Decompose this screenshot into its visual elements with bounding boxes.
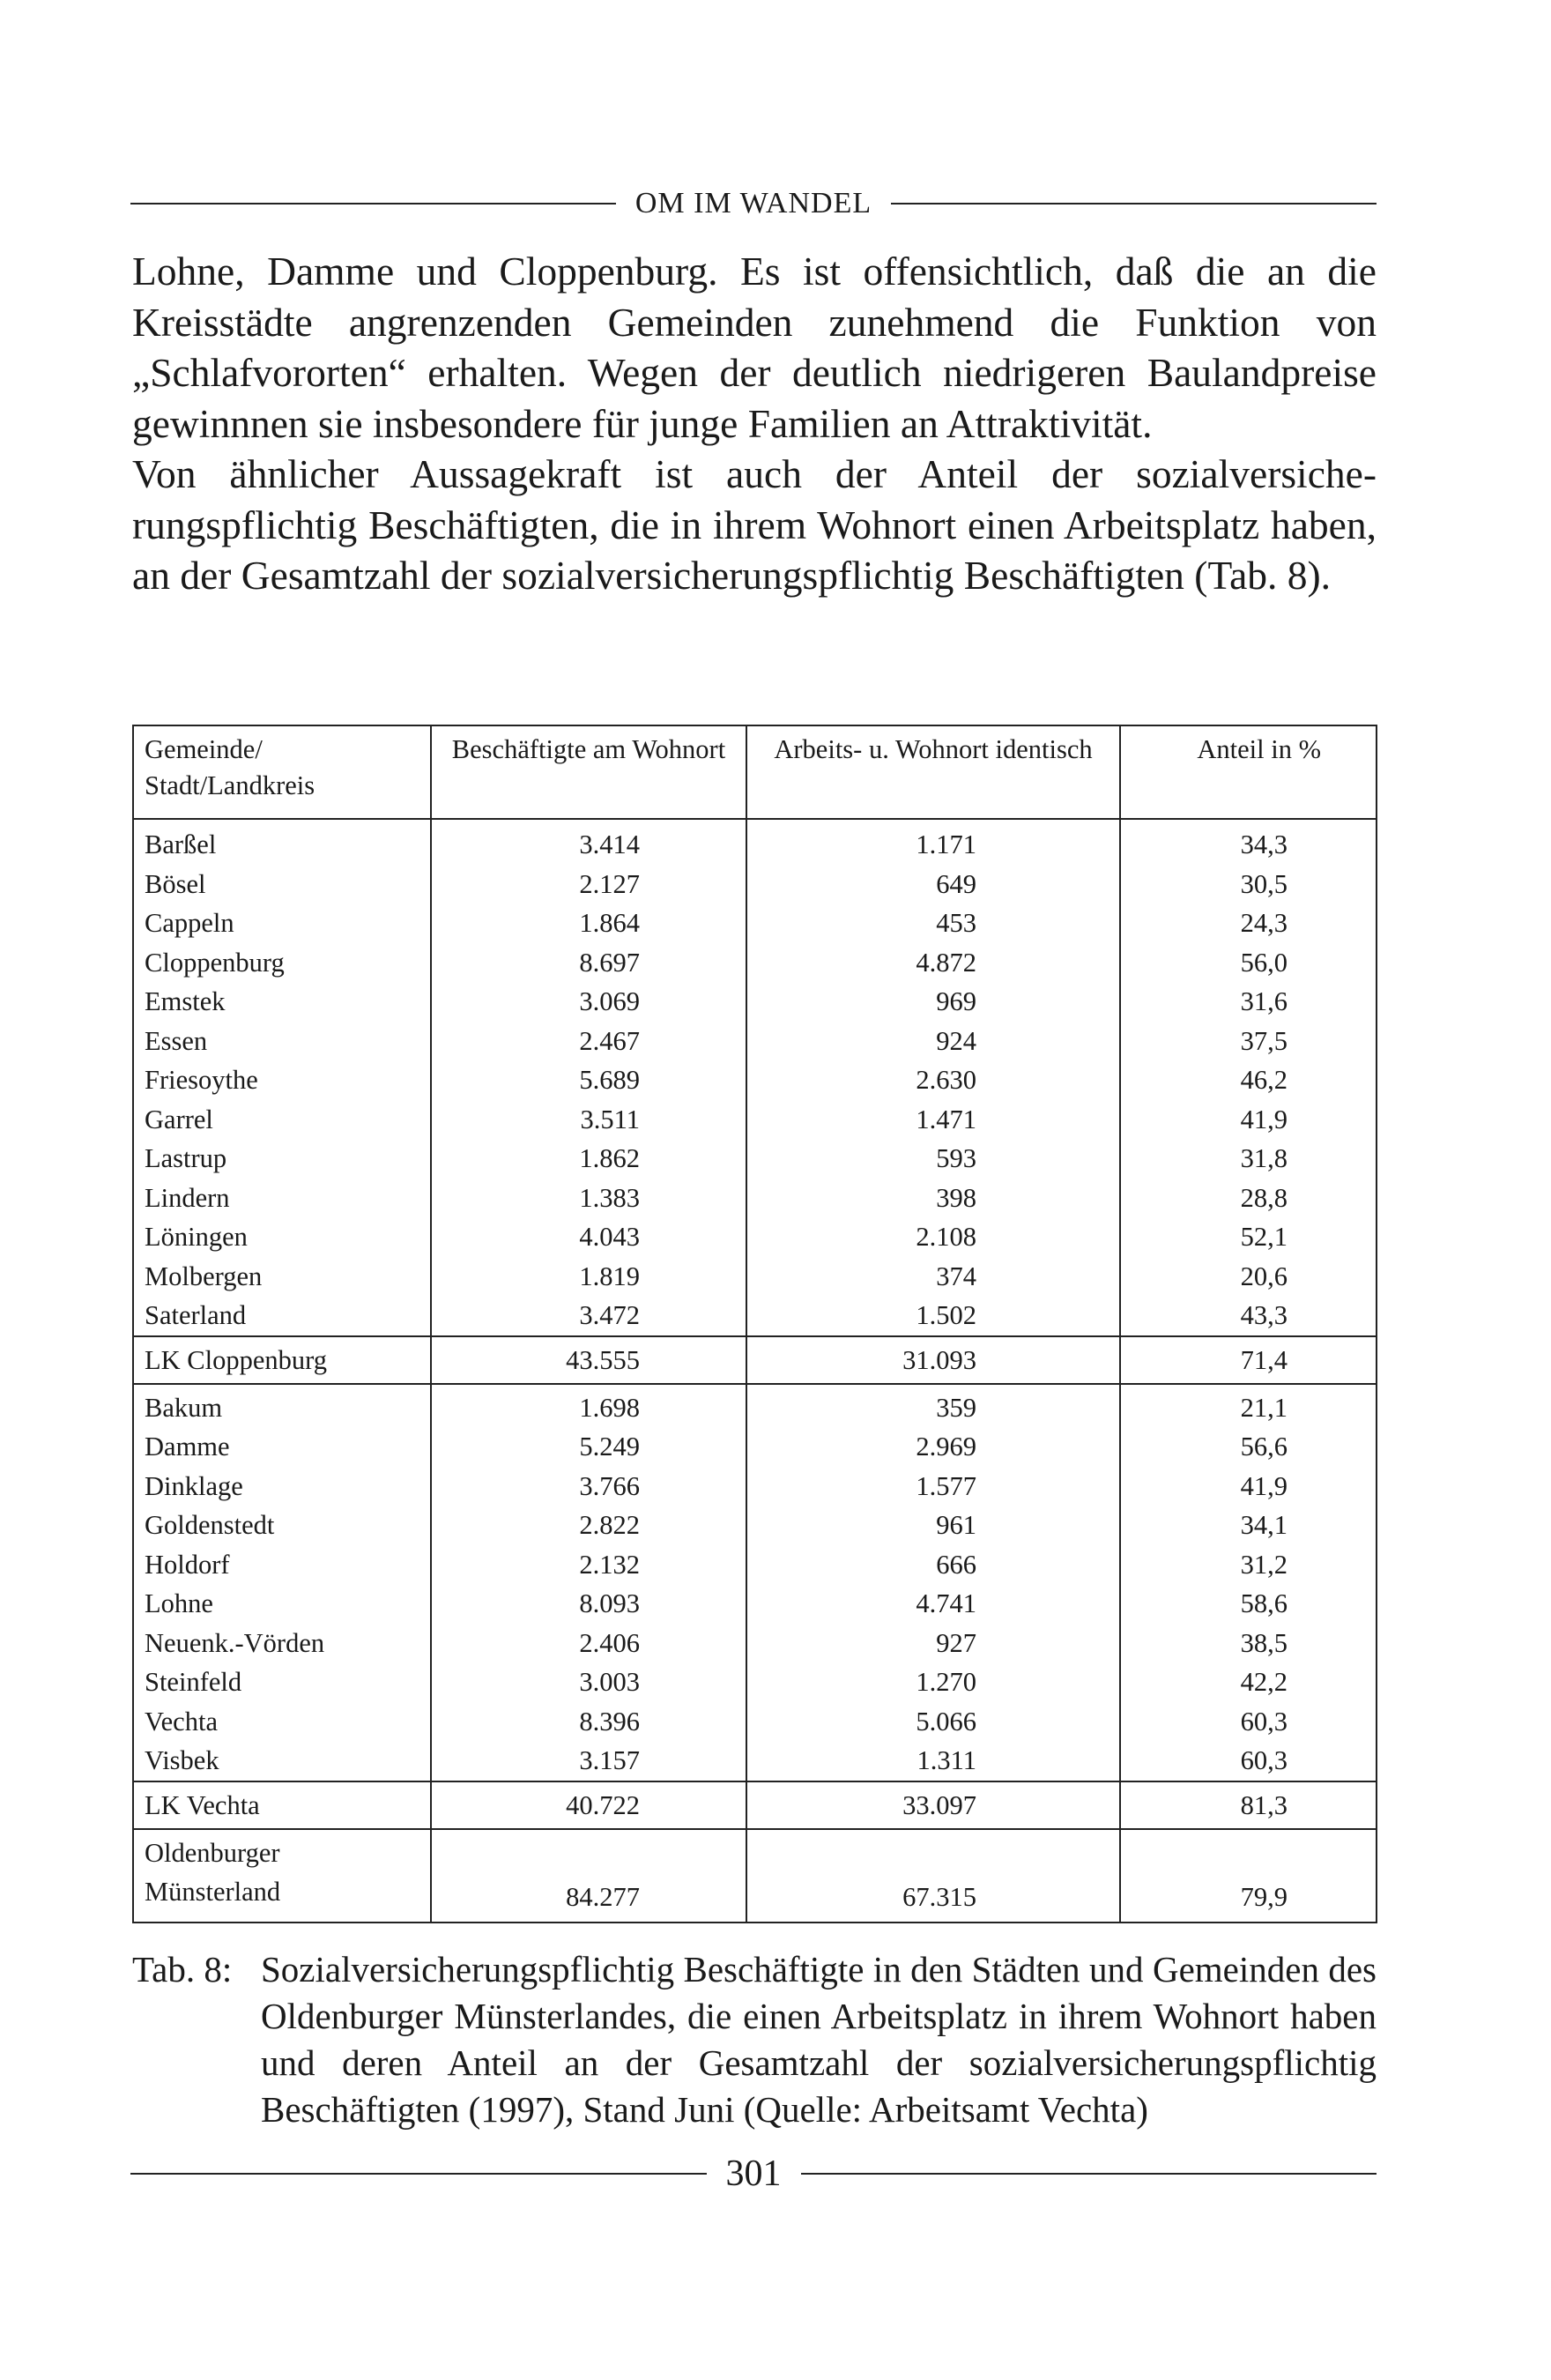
cell-municipality: Bakum bbox=[133, 1384, 431, 1428]
paragraph: Lohne, Damme und Cloppenburg. Es ist offensichtlich, daß die an die Kreisstädte angrenzenden Gemeinden zunehmend die Funktion von „Schlafvororten“ erhalten. Wegen der deutlich niedrigeren Baulandpreise gewinnnen sie insbesondere für junge Familien an Attraktivität. bbox=[132, 249, 1377, 446]
table-row bbox=[133, 1139, 1377, 1179]
cell-identical: 1.577 bbox=[746, 1467, 1120, 1506]
cell-employed: 1.819 bbox=[431, 1257, 746, 1297]
cell-share: 41,9 bbox=[1120, 1467, 1377, 1506]
cell-employed: 3.069 bbox=[431, 982, 746, 1022]
cell-municipality: LK Cloppenburg bbox=[133, 1336, 431, 1384]
cell-municipality: Goldenstedt bbox=[133, 1506, 431, 1545]
table-row-grand-total bbox=[133, 1829, 1377, 1923]
table-row bbox=[133, 1022, 1377, 1061]
cell-share: 28,8 bbox=[1120, 1179, 1377, 1218]
table-row bbox=[133, 1467, 1377, 1506]
cell-employed: 84.277 bbox=[431, 1829, 746, 1923]
cell-identical: 1.171 bbox=[746, 819, 1120, 865]
cell-municipality: Emstek bbox=[133, 982, 431, 1022]
body-text bbox=[132, 246, 1377, 601]
table-header-row bbox=[133, 725, 1377, 819]
cell-municipality: Friesoythe bbox=[133, 1060, 431, 1100]
footer-rule-left bbox=[130, 2173, 707, 2175]
cell-identical: 67.315 bbox=[746, 1829, 1120, 1923]
table-row-total-vechta bbox=[133, 1781, 1377, 1829]
cell-employed: 3.511 bbox=[431, 1100, 746, 1140]
cell-identical: 927 bbox=[746, 1624, 1120, 1663]
cell-share: 41,9 bbox=[1120, 1100, 1377, 1140]
cell-share: 30,5 bbox=[1120, 865, 1377, 904]
cell-municipality: Vechta bbox=[133, 1702, 431, 1742]
cell-identical: 1.471 bbox=[746, 1100, 1120, 1140]
cell-municipality: Neuenk.-Vörden bbox=[133, 1624, 431, 1663]
table-row bbox=[133, 943, 1377, 983]
cell-employed: 2.127 bbox=[431, 865, 746, 904]
table-row bbox=[133, 1257, 1377, 1297]
cell-identical: 4.741 bbox=[746, 1584, 1120, 1624]
table-body bbox=[133, 819, 1377, 1923]
cell-identical: 398 bbox=[746, 1179, 1120, 1218]
cell-municipality: Lindern bbox=[133, 1179, 431, 1218]
cell-share: 71,4 bbox=[1120, 1336, 1377, 1384]
cell-employed: 2.822 bbox=[431, 1506, 746, 1545]
cell-municipality: Bösel bbox=[133, 865, 431, 904]
cell-municipality: Saterland bbox=[133, 1296, 431, 1336]
table-row bbox=[133, 1506, 1377, 1545]
table-caption bbox=[132, 1946, 1377, 2133]
employment-table bbox=[132, 725, 1377, 1923]
cell-municipality: Lastrup bbox=[133, 1139, 431, 1179]
caption-label: Tab. 8: bbox=[132, 1949, 233, 1990]
cell-identical: 666 bbox=[746, 1545, 1120, 1585]
cell-municipality: Garrel bbox=[133, 1100, 431, 1140]
cell-share: 60,3 bbox=[1120, 1741, 1377, 1781]
cell-employed: 1.698 bbox=[431, 1384, 746, 1428]
cell-share: 52,1 bbox=[1120, 1217, 1377, 1257]
cell-share: 34,3 bbox=[1120, 819, 1377, 865]
cell-share: 24,3 bbox=[1120, 904, 1377, 943]
table-row bbox=[133, 1296, 1377, 1336]
cell-identical: 593 bbox=[746, 1139, 1120, 1179]
cell-share: 81,3 bbox=[1120, 1781, 1377, 1829]
header-rule-left bbox=[130, 203, 616, 205]
cell-employed: 8.093 bbox=[431, 1584, 746, 1624]
cell-employed: 4.043 bbox=[431, 1217, 746, 1257]
cell-municipality: Essen bbox=[133, 1022, 431, 1061]
table-row bbox=[133, 1384, 1377, 1428]
table-row bbox=[133, 1179, 1377, 1218]
cell-identical: 359 bbox=[746, 1384, 1120, 1428]
cell-identical: 2.969 bbox=[746, 1427, 1120, 1467]
paragraph: Von ähnlicher Aussagekraft ist auch der Anteil der sozialversicherungspflichtig Beschäftigten, die in ihrem Wohnort einen Arbeitsplatz haben, an der Gesamtzahl der sozialversicherungspflichtig Beschäftigten (Tab. 8). bbox=[132, 451, 1377, 598]
cell-identical: 924 bbox=[746, 1022, 1120, 1061]
cell-identical: 5.066 bbox=[746, 1702, 1120, 1742]
cell-share: 79,9 bbox=[1120, 1829, 1377, 1923]
cell-municipality: Lohne bbox=[133, 1584, 431, 1624]
cell-identical: 453 bbox=[746, 904, 1120, 943]
cell-identical: 1.311 bbox=[746, 1741, 1120, 1781]
cell-share: 31,2 bbox=[1120, 1545, 1377, 1585]
cell-share: 21,1 bbox=[1120, 1384, 1377, 1428]
table-8 bbox=[132, 725, 1376, 1923]
cell-municipality: Dinklage bbox=[133, 1467, 431, 1506]
cell-identical: 2.108 bbox=[746, 1217, 1120, 1257]
cell-employed: 3.472 bbox=[431, 1296, 746, 1336]
cell-identical: 2.630 bbox=[746, 1060, 1120, 1100]
cell-share: 56,0 bbox=[1120, 943, 1377, 983]
cell-identical: 1.270 bbox=[746, 1662, 1120, 1702]
cell-share: 31,6 bbox=[1120, 982, 1377, 1022]
cell-municipality: Visbek bbox=[133, 1741, 431, 1781]
cell-employed: 3.003 bbox=[431, 1662, 746, 1702]
cell-municipality: Cappeln bbox=[133, 904, 431, 943]
cell-employed: 3.414 bbox=[431, 819, 746, 865]
cell-employed: 40.722 bbox=[431, 1781, 746, 1829]
cell-share: 20,6 bbox=[1120, 1257, 1377, 1297]
cell-employed: 3.157 bbox=[431, 1741, 746, 1781]
table-row bbox=[133, 904, 1377, 943]
cell-municipality: Löningen bbox=[133, 1217, 431, 1257]
cell-share: 43,3 bbox=[1120, 1296, 1377, 1336]
running-header bbox=[130, 186, 1377, 221]
cell-share: 60,3 bbox=[1120, 1702, 1377, 1742]
table-row bbox=[133, 865, 1377, 904]
cell-employed: 1.383 bbox=[431, 1179, 746, 1218]
cell-employed: 1.862 bbox=[431, 1139, 746, 1179]
cell-identical: 31.093 bbox=[746, 1336, 1120, 1384]
cell-employed: 5.689 bbox=[431, 1060, 746, 1100]
cell-share: 46,2 bbox=[1120, 1060, 1377, 1100]
cell-share: 56,6 bbox=[1120, 1427, 1377, 1467]
cell-employed: 3.766 bbox=[431, 1467, 746, 1506]
cell-identical: 374 bbox=[746, 1257, 1120, 1297]
cell-employed: 5.249 bbox=[431, 1427, 746, 1467]
cell-municipality: LK Vechta bbox=[133, 1781, 431, 1829]
table-row bbox=[133, 1060, 1377, 1100]
table-row bbox=[133, 1427, 1377, 1467]
cell-share: 38,5 bbox=[1120, 1624, 1377, 1663]
cell-share: 42,2 bbox=[1120, 1662, 1377, 1702]
cell-municipality: Damme bbox=[133, 1427, 431, 1467]
cell-municipality: Steinfeld bbox=[133, 1662, 431, 1702]
cell-share: 31,8 bbox=[1120, 1139, 1377, 1179]
table-row bbox=[133, 1741, 1377, 1781]
cell-municipality: Holdorf bbox=[133, 1545, 431, 1585]
cell-identical: 961 bbox=[746, 1506, 1120, 1545]
table-row bbox=[133, 1662, 1377, 1702]
table-row bbox=[133, 982, 1377, 1022]
column-header-share: Anteil in % bbox=[1120, 725, 1377, 819]
running-header-title: OM IM WANDEL bbox=[634, 187, 872, 219]
caption-text: Sozialversicherungspflichtig Beschäftigte in den Städten und Gemeinden des Oldenburger Münsterlandes, die einen Arbeitsplatz in ihrem Wohnort haben und deren Anteil an der Gesamtzahl der sozialversicherungspflichtig Beschäftigten (1997), Stand Juni (Quelle: Arbeitsamt Vechta) bbox=[261, 1949, 1377, 2130]
cell-employed: 8.697 bbox=[431, 943, 746, 983]
cell-municipality: Oldenburger Münsterland bbox=[133, 1829, 431, 1923]
table-row bbox=[133, 1217, 1377, 1257]
table-row-total-cloppenburg bbox=[133, 1336, 1377, 1384]
cell-identical: 4.872 bbox=[746, 943, 1120, 983]
column-header-municipality: Gemeinde/ Stadt/Landkreis bbox=[133, 725, 431, 819]
footer-rule-right bbox=[801, 2173, 1377, 2175]
cell-identical: 649 bbox=[746, 865, 1120, 904]
cell-municipality: Cloppenburg bbox=[133, 943, 431, 983]
cell-employed: 2.132 bbox=[431, 1545, 746, 1585]
page-footer bbox=[130, 2153, 1377, 2195]
table-row bbox=[133, 1584, 1377, 1624]
table-row bbox=[133, 1100, 1377, 1140]
cell-municipality: Barßel bbox=[133, 819, 431, 865]
table-row bbox=[133, 1624, 1377, 1663]
cell-share: 34,1 bbox=[1120, 1506, 1377, 1545]
cell-employed: 1.864 bbox=[431, 904, 746, 943]
table-row bbox=[133, 1702, 1377, 1742]
cell-employed: 2.467 bbox=[431, 1022, 746, 1061]
cell-identical: 1.502 bbox=[746, 1296, 1120, 1336]
cell-employed: 2.406 bbox=[431, 1624, 746, 1663]
cell-employed: 43.555 bbox=[431, 1336, 746, 1384]
table-row bbox=[133, 1545, 1377, 1585]
column-header-identical: Arbeits- u. Wohnort identisch bbox=[746, 725, 1120, 819]
column-header-employed: Beschäftigte am Wohnort bbox=[431, 725, 746, 819]
page-number: 301 bbox=[725, 2153, 782, 2194]
cell-share: 37,5 bbox=[1120, 1022, 1377, 1061]
cell-municipality: Molbergen bbox=[133, 1257, 431, 1297]
cell-employed: 8.396 bbox=[431, 1702, 746, 1742]
header-rule-right bbox=[891, 203, 1377, 205]
cell-share: 58,6 bbox=[1120, 1584, 1377, 1624]
cell-identical: 33.097 bbox=[746, 1781, 1120, 1829]
cell-identical: 969 bbox=[746, 982, 1120, 1022]
table-row bbox=[133, 819, 1377, 865]
